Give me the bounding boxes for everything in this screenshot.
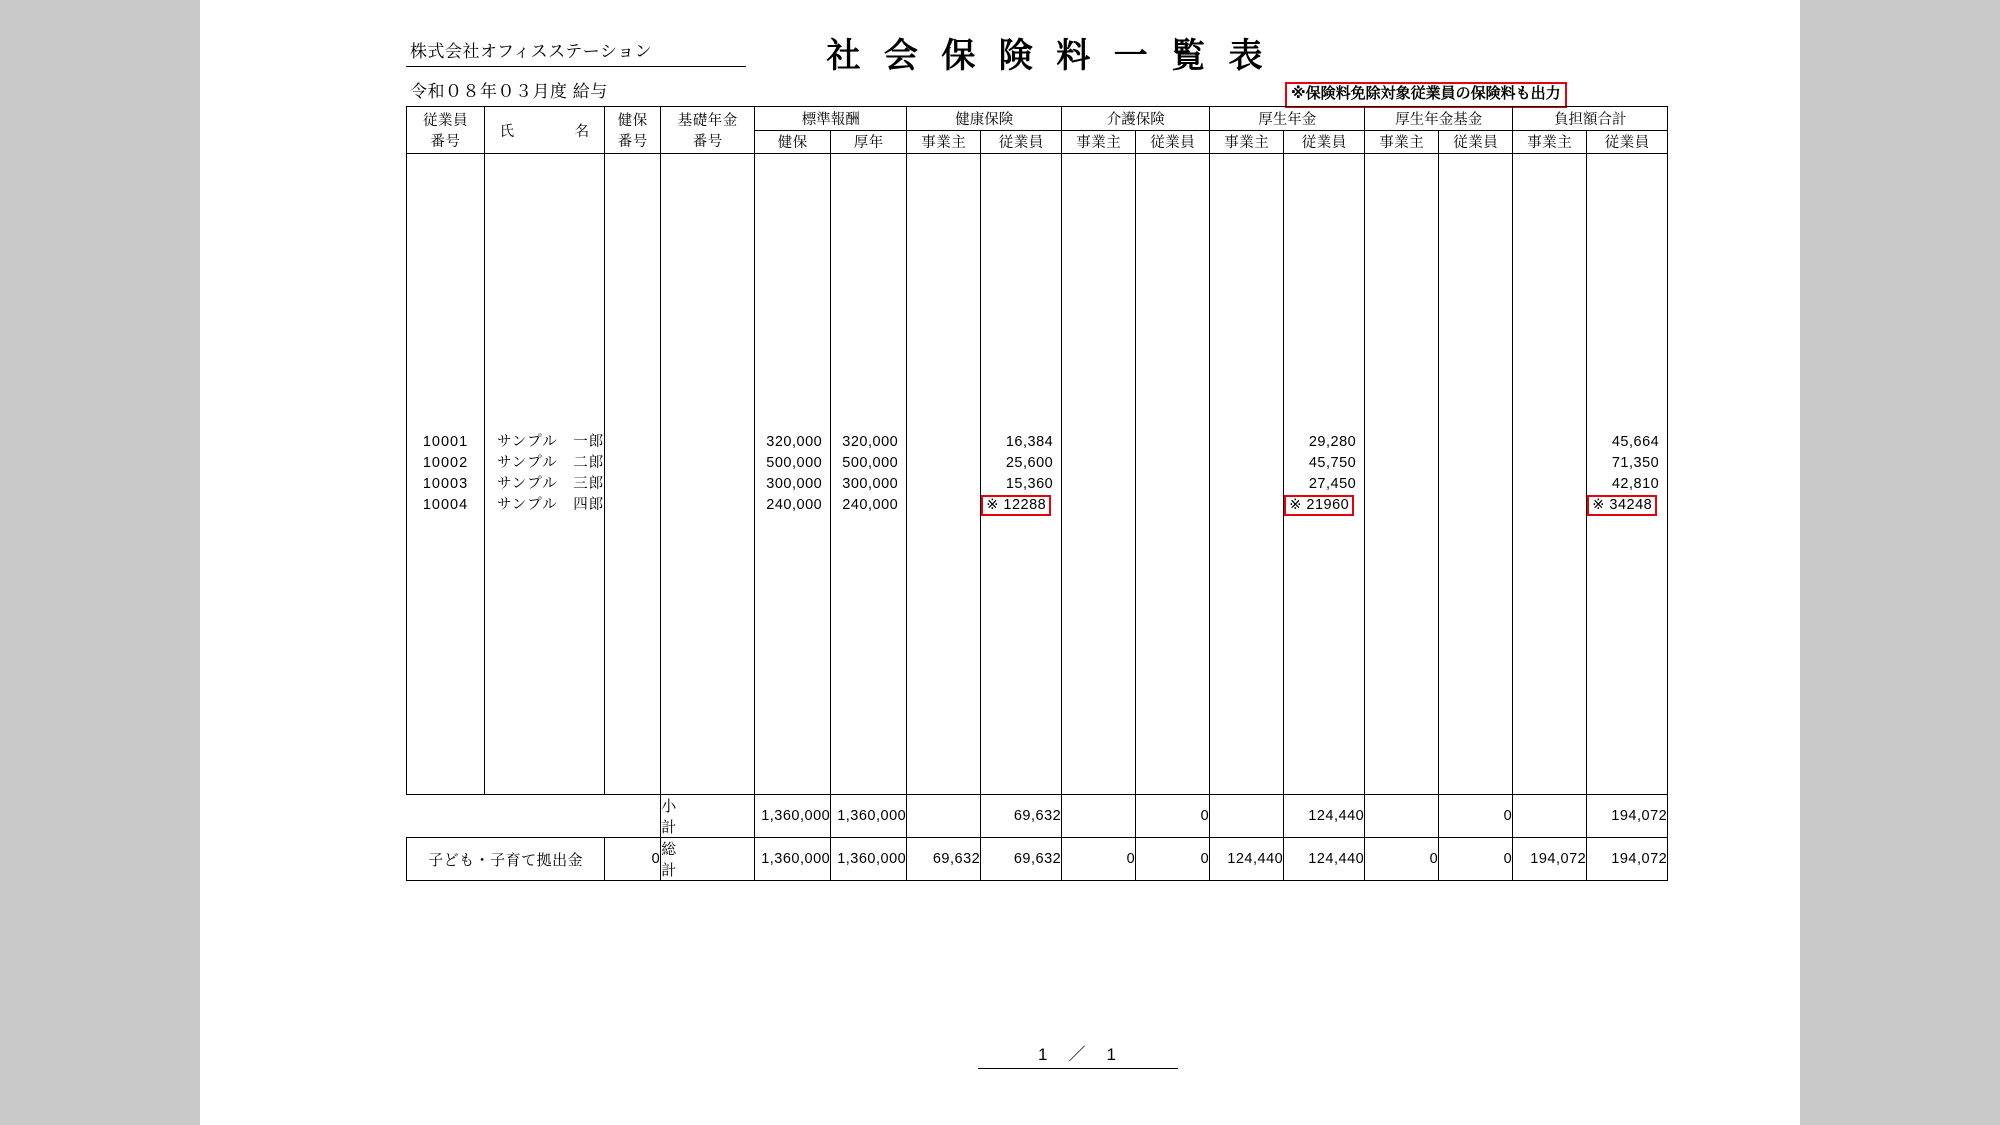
table-cell (1439, 453, 1512, 474)
table-cell (605, 495, 660, 516)
grandtotal-welfare-employee: 124,440 (1284, 838, 1365, 881)
page-number: 1 ／ 1 (978, 1040, 1178, 1069)
table-cell: 25,600 (1005, 455, 1054, 471)
col-values-care-employer (1062, 432, 1135, 516)
group-health-insurance: 健康保険 (907, 107, 1062, 131)
table-cell (1439, 432, 1512, 453)
table-cell (1513, 495, 1586, 516)
table-cell (1365, 432, 1438, 453)
table-cell: 240,000 (766, 497, 823, 513)
grandtotal-care-employee: 0 (1136, 838, 1210, 881)
table-cell (1365, 495, 1438, 516)
table-cell: 10004 (422, 497, 469, 513)
cells-fund-employee (1439, 154, 1513, 795)
company-name: 株式会社オフィスステーション (406, 35, 746, 67)
table-cell: 15,360 (1005, 476, 1054, 492)
cells-std-kenpo (755, 154, 831, 795)
table-cell: 45,750 (1308, 455, 1357, 471)
table-cell (661, 474, 754, 495)
col-total-employer: 事業主 (1513, 130, 1587, 154)
table-cell (907, 453, 980, 474)
table-header-group-row (407, 107, 1668, 131)
cells-welfare-employee (1284, 154, 1365, 795)
table-cell (1210, 453, 1283, 474)
table-cell: 16,384 (1005, 434, 1054, 450)
report-title: 社 会 保 険 料 一 覧 表 (826, 37, 1270, 75)
col-values-fund-employee (1439, 432, 1512, 516)
highlighted-value: ※ 21960 (1284, 495, 1354, 516)
grandtotal-label: 総 計 (661, 838, 755, 881)
table-cell (907, 495, 980, 516)
table-cell: 29,280 (1308, 434, 1357, 450)
highlighted-value: ※ 12288 (981, 495, 1051, 516)
subtotal-std-kenpo: 1,360,000 (755, 795, 831, 838)
col-fund-employer: 事業主 (1365, 130, 1439, 154)
col-values-care-employee (1136, 432, 1209, 516)
table-cell: サンプル 一郎 (497, 434, 605, 450)
grandtotal-health-employee: 69,632 (981, 838, 1062, 881)
col-name: 氏 名 (485, 107, 605, 154)
grandtotal-std-kenpo: 1,360,000 (755, 838, 831, 881)
table-cell (1062, 432, 1135, 453)
col-health-employer: 事業主 (907, 130, 981, 154)
col-values-std-kounen (831, 432, 906, 516)
table-cell: 45,664 (1611, 434, 1660, 450)
table-cell (1439, 474, 1512, 495)
subtotal-total-employee: 194,072 (1587, 795, 1668, 838)
group-care-insurance: 介護保険 (1062, 107, 1210, 131)
report-header-left (406, 35, 746, 107)
subtotal-care-employee: 0 (1136, 795, 1210, 838)
table-cell (1210, 474, 1283, 495)
table-cell: サンプル 二郎 (497, 455, 605, 471)
cells-emp-no (407, 154, 485, 795)
subtotal-std-kounen: 1,360,000 (831, 795, 907, 838)
subtotal-health-employer (907, 795, 981, 838)
table-cell: 320,000 (766, 434, 823, 450)
table-cell (605, 453, 660, 474)
table-cell: サンプル 四郎 (497, 497, 605, 513)
col-welfare-employer: 事業主 (1210, 130, 1284, 154)
cells-welfare-employer (1210, 154, 1284, 795)
col-values-fund-employer (1365, 432, 1438, 516)
subtotal-health-employee: 69,632 (981, 795, 1062, 838)
table-cell (1062, 453, 1135, 474)
table-cell (1365, 474, 1438, 495)
exemption-note: ※保険料免除対象従業員の保険料も出力 (1285, 82, 1567, 108)
grandtotal-health-employer: 69,632 (907, 838, 981, 881)
subtotal-welfare-employer (1210, 795, 1284, 838)
table-body-row (407, 154, 1668, 795)
table-cell (1284, 495, 1364, 516)
table-cell (907, 474, 980, 495)
subtotal-spacer-1 (407, 795, 485, 838)
table-cell (981, 495, 1061, 516)
col-values-std-kenpo (755, 432, 830, 516)
table-cell: 320,000 (842, 434, 899, 450)
grandtotal-row (407, 838, 1668, 881)
grandtotal-std-kounen: 1,360,000 (831, 838, 907, 881)
subtotal-fund-employee: 0 (1439, 795, 1513, 838)
col-emp-no-line1: 従業員 (423, 113, 468, 129)
table-cell (605, 432, 660, 453)
grandtotal-total-employee: 194,072 (1587, 838, 1668, 881)
cells-pension-no (661, 154, 755, 795)
table-cell (661, 453, 754, 474)
subtotal-label: 小 計 (661, 795, 755, 838)
table-cell (1587, 495, 1667, 516)
col-std-kenpo: 健保 (755, 130, 831, 154)
grandtotal-fund-employer: 0 (1365, 838, 1439, 881)
col-values-pension-no (661, 432, 754, 516)
table-cell: 10003 (422, 476, 469, 492)
group-total-burden: 負担額合計 (1513, 107, 1668, 131)
table-cell: 71,350 (1611, 455, 1660, 471)
table-cell: 42,810 (1611, 476, 1660, 492)
col-total-employee: 従業員 (1587, 130, 1668, 154)
cells-kenpo-no (605, 154, 661, 795)
table-cell: 27,450 (1308, 476, 1357, 492)
col-welfare-employee: 従業員 (1284, 130, 1365, 154)
table-cell: 300,000 (842, 476, 899, 492)
cells-care-employee (1136, 154, 1210, 795)
child-contribution-value: 0 (605, 838, 661, 881)
col-values-health-employee (981, 432, 1061, 516)
table-cell (661, 432, 754, 453)
table-cell (1513, 474, 1586, 495)
col-values-welfare-employee (1284, 432, 1364, 516)
subtotal-spacer-2 (485, 795, 605, 838)
group-welfare-pension-fund: 厚生年金基金 (1365, 107, 1513, 131)
subtotal-care-employer (1062, 795, 1136, 838)
cells-total-employee (1587, 154, 1668, 795)
cells-care-employer (1062, 154, 1136, 795)
col-pension-no (661, 107, 755, 154)
document-page (200, 0, 1800, 1125)
table-cell (1210, 495, 1283, 516)
subtotal-welfare-employee: 124,440 (1284, 795, 1365, 838)
table-cell (1062, 495, 1135, 516)
col-values-health-employer (907, 432, 980, 516)
table-cell (1062, 474, 1135, 495)
col-kenpo-no (605, 107, 661, 154)
col-kenpo-no-line1: 健保 (617, 113, 648, 129)
table-cell: 300,000 (766, 476, 823, 492)
insurance-premium-table (406, 106, 1668, 881)
cells-health-employee (981, 154, 1062, 795)
col-values-kenpo-no (605, 432, 660, 516)
col-values-welfare-employer (1210, 432, 1283, 516)
col-values-total-employer (1513, 432, 1586, 516)
highlighted-value: ※ 34248 (1587, 495, 1657, 516)
col-emp-no-line2: 番号 (430, 134, 461, 150)
table-cell: 500,000 (766, 455, 823, 471)
cells-total-employer (1513, 154, 1587, 795)
table-cell (1513, 432, 1586, 453)
table-cell (1513, 453, 1586, 474)
table-cell (1136, 453, 1209, 474)
cells-std-kounen (831, 154, 907, 795)
col-std-kounen: 厚年 (831, 130, 907, 154)
col-values-total-employee (1587, 432, 1667, 516)
col-values-name (485, 432, 604, 516)
table-cell (661, 495, 754, 516)
table-cell (907, 432, 980, 453)
group-standard-remuneration: 標準報酬 (755, 107, 907, 131)
payroll-period: 令和０８年０３月度 給与 (406, 75, 746, 107)
cells-health-employer (907, 154, 981, 795)
cells-fund-employer (1365, 154, 1439, 795)
grandtotal-total-employer: 194,072 (1513, 838, 1587, 881)
table-cell: 240,000 (842, 497, 899, 513)
table-cell: 500,000 (842, 455, 899, 471)
table-cell: 10001 (422, 434, 469, 450)
grandtotal-care-employer: 0 (1062, 838, 1136, 881)
col-pension-no-line2: 番号 (692, 134, 723, 150)
col-fund-employee: 従業員 (1439, 130, 1513, 154)
subtotal-row (407, 795, 1668, 838)
cells-name (485, 154, 605, 795)
col-emp-no (407, 107, 485, 154)
table-cell: 10002 (422, 455, 469, 471)
subtotal-total-employer (1513, 795, 1587, 838)
table-cell (605, 474, 660, 495)
table-cell (1136, 474, 1209, 495)
grandtotal-welfare-employer: 124,440 (1210, 838, 1284, 881)
child-contribution-label: 子ども・子育て拠出金 (407, 838, 605, 881)
subtotal-fund-employer (1365, 795, 1439, 838)
table-cell: サンプル 三郎 (497, 476, 605, 492)
table-cell (1439, 495, 1512, 516)
table-cell (1210, 432, 1283, 453)
grandtotal-fund-employee: 0 (1439, 838, 1513, 881)
col-kenpo-no-line2: 番号 (617, 134, 648, 150)
table-cell (1136, 432, 1209, 453)
col-care-employer: 事業主 (1062, 130, 1136, 154)
col-health-employee: 従業員 (981, 130, 1062, 154)
col-values-emp-no (407, 432, 484, 516)
table-cell (1136, 495, 1209, 516)
subtotal-spacer-3 (605, 795, 661, 838)
col-care-employee: 従業員 (1136, 130, 1210, 154)
col-pension-no-line1: 基礎年金 (677, 113, 738, 129)
group-welfare-pension: 厚生年金 (1210, 107, 1365, 131)
report-body (228, 0, 1768, 1125)
table-cell (1365, 453, 1438, 474)
